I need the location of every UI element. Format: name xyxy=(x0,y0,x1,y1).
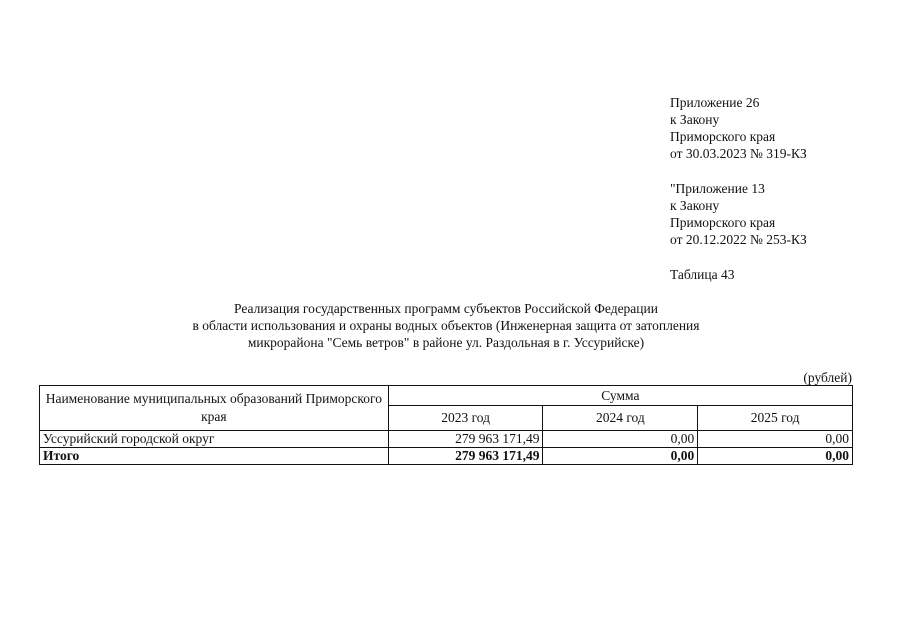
row-name: Уссурийский городской округ xyxy=(40,431,389,448)
unit-label: (рублей) xyxy=(803,370,852,385)
appendix-line: Приморского края xyxy=(670,215,776,230)
appendix-line: Приморского края xyxy=(670,129,776,144)
appendix-line: от 30.03.2023 № 319-КЗ xyxy=(670,146,807,161)
header-municipality: Наименование муниципальных образований Приморского края xyxy=(40,386,389,431)
header-year-2025: 2025 год xyxy=(698,406,853,431)
appendix-line: от 20.12.2022 № 253-КЗ xyxy=(670,232,807,247)
total-value-2025: 0,00 xyxy=(698,448,853,465)
row-value-2025: 0,00 xyxy=(698,431,853,448)
total-label: Итого xyxy=(40,448,389,465)
total-value-2024: 0,00 xyxy=(543,448,698,465)
funding-table xyxy=(39,385,853,465)
appendix-line: "Приложение 13 xyxy=(670,181,765,196)
row-value-2024: 0,00 xyxy=(543,431,698,448)
table-number: Таблица 43 xyxy=(670,267,735,282)
appendix-line: Приложение 26 xyxy=(670,95,760,110)
appendix-line: к Закону xyxy=(670,112,720,127)
header-year-2024: 2024 год xyxy=(543,406,698,431)
header-year-2023: 2023 год xyxy=(388,406,543,431)
table-row xyxy=(40,431,853,448)
appendix-reference-current xyxy=(670,94,807,162)
total-row xyxy=(40,448,853,465)
title-line: Реализация государственных программ субъектов Российской Федерации xyxy=(234,301,658,316)
header-sum: Сумма xyxy=(388,386,852,406)
row-value-2023: 279 963 171,49 xyxy=(388,431,543,448)
title-line: микрорайона "Семь ветров" в районе ул. Раздольная в г. Уссурийске) xyxy=(247,335,645,350)
document-title xyxy=(40,300,852,351)
appendix-line: к Закону xyxy=(670,198,720,213)
total-value-2023: 279 963 171,49 xyxy=(388,448,543,465)
title-line: в области использования и охраны водных объектов (Инженерная защита от затопления xyxy=(192,318,700,333)
appendix-reference-original xyxy=(670,180,807,248)
